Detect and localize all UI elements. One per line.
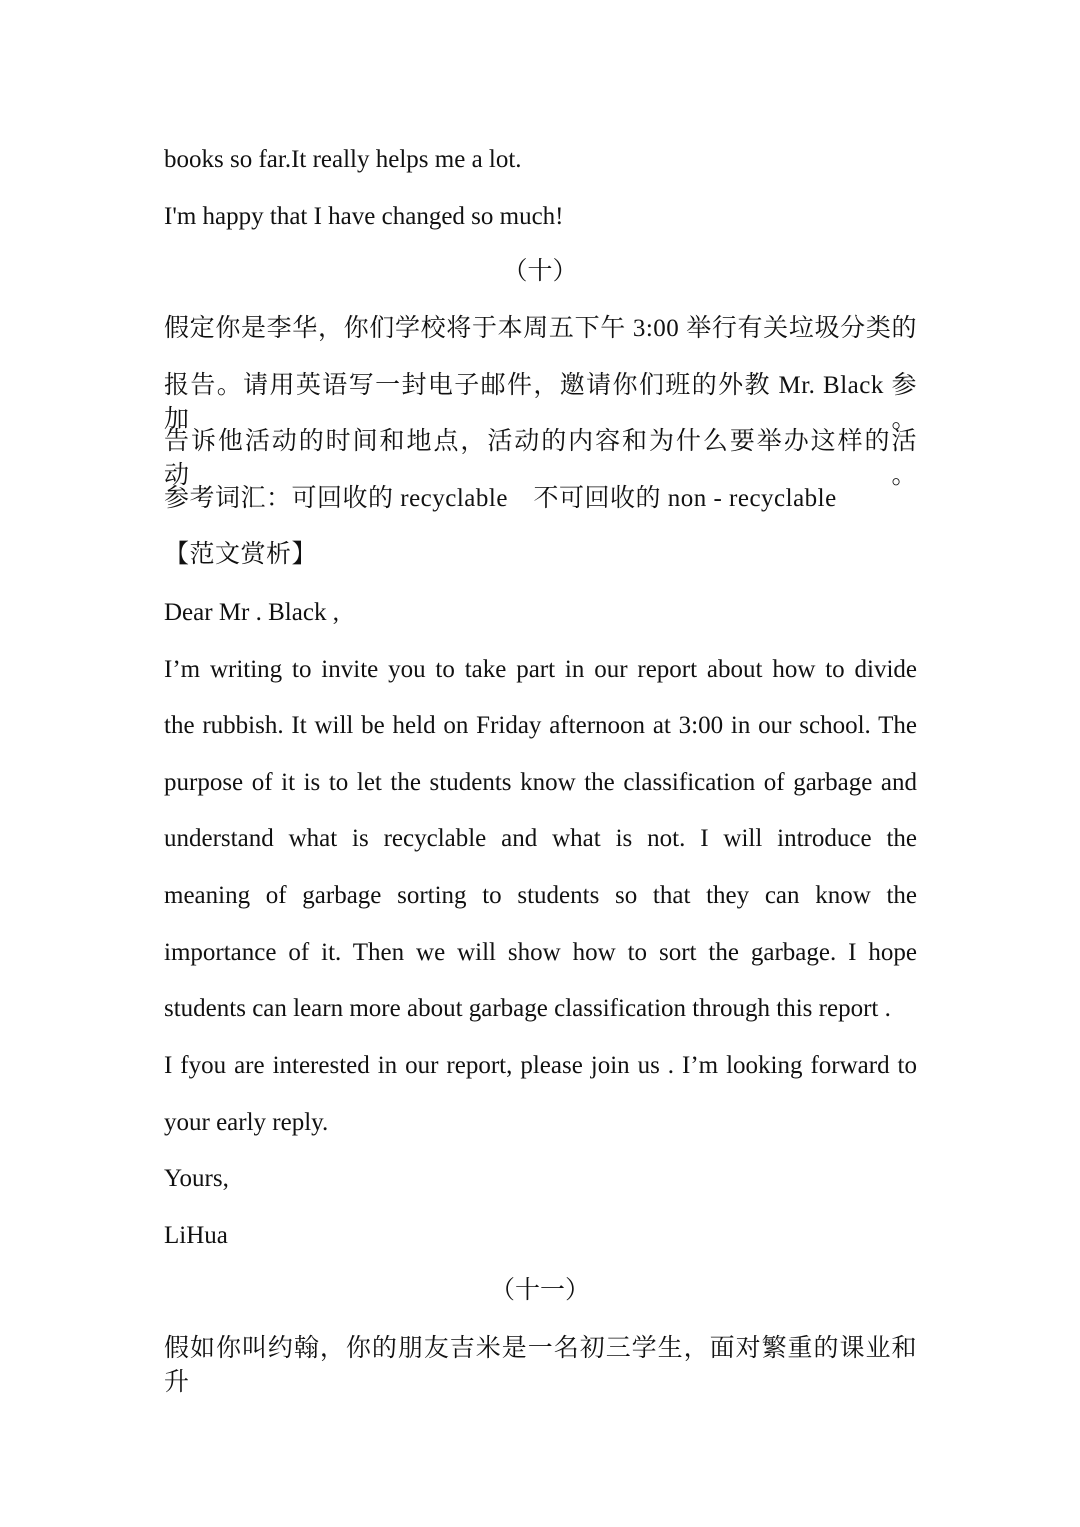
text-line: I'm happy that I have changed so much!: [164, 203, 564, 230]
section-heading-11: （十一）: [489, 1277, 590, 1304]
letter-closing: Yours,: [164, 1165, 229, 1192]
prompt-line: 假如你叫约翰，你的朋友吉米是一名初三学生，面对繁重的课业和升: [164, 1335, 917, 1396]
prompt-line: 报告。请用英语写一封电子邮件，邀请你们班的外教 Mr. Black 参加。: [164, 372, 917, 433]
model-essay-heading: 【范文赏析】: [164, 541, 318, 568]
prompt-line: 假定你是李华，你们学校将于本周五下午 3:00 举行有关垃圾分类的: [164, 315, 917, 342]
letter-body-line: meaning of garbage sorting to students so that they can know the: [164, 882, 917, 909]
letter-body-line: your early reply.: [164, 1109, 329, 1136]
letter-body-line: students can learn more about garbage classification through this report .: [164, 995, 891, 1022]
section-heading-10: （十）: [502, 258, 578, 285]
vocabulary-line: 参考词汇：可回收的 recyclable 不可回收的 non - recyclable: [164, 485, 837, 512]
letter-body-line: I’m writing to invite you to take part in our report about how to divide: [164, 656, 917, 683]
text-line: books so far.It really helps me a lot.: [164, 146, 522, 173]
prompt-line: 告诉他活动的时间和地点，活动的内容和为什么要举办这样的活动。: [164, 428, 917, 489]
letter-body-line: I fyou are interested in our report, please join us . I’m looking forward to: [164, 1052, 917, 1079]
letter-body-line: purpose of it is to let the students know the classification of garbage and: [164, 769, 917, 796]
letter-signature: LiHua: [164, 1222, 228, 1249]
letter-body-line: importance of it. Then we will show how to sort the garbage. I hope: [164, 939, 917, 966]
letter-salutation: Dear Mr . Black ,: [164, 599, 339, 626]
letter-body-line: understand what is recyclable and what is not. I will introduce the: [164, 825, 917, 852]
letter-body-line: the rubbish. It will be held on Friday afternoon at 3:00 in our school. The: [164, 712, 917, 739]
